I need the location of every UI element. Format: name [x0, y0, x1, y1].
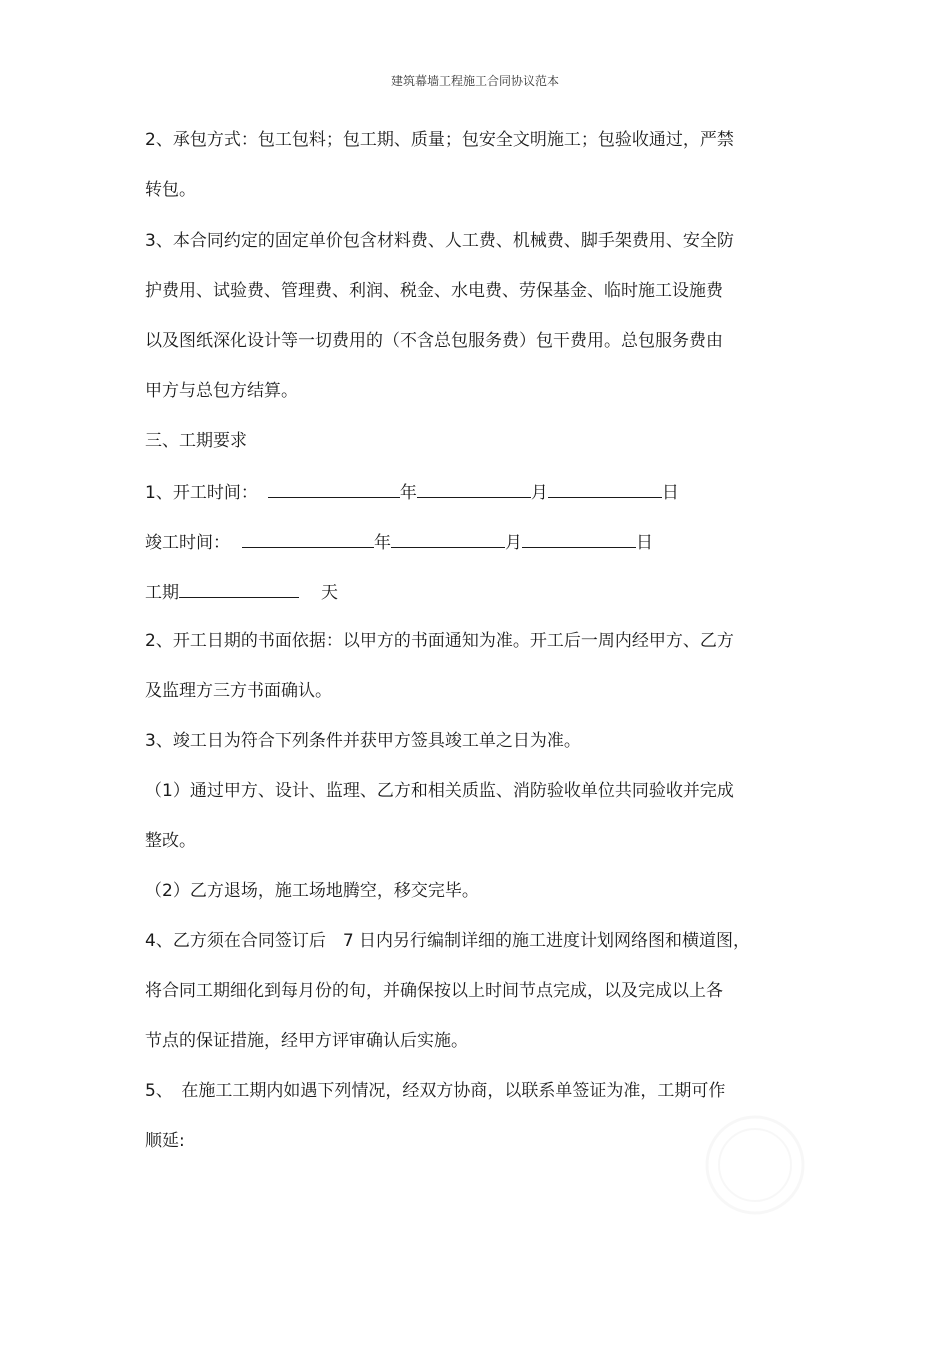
finish-year-blank[interactable] — [242, 529, 374, 548]
period-blank[interactable] — [179, 579, 299, 598]
start-day-blank[interactable] — [548, 479, 662, 498]
para-3-line-3: 以及图纸深化设计等一切费用的（不含总包服务费）包干费用。总包服务费由 — [145, 331, 723, 351]
period-label: 工期 — [145, 583, 179, 603]
finish-day-blank[interactable] — [522, 529, 636, 548]
start-day-unit: 日 — [661, 483, 679, 503]
finish-month-blank[interactable] — [391, 529, 505, 548]
para-3-line-1: 3、本合同约定的固定单价包含材料费、人工费、机械费、脚手架费用、安全防 — [145, 231, 734, 251]
para-2-line-1: 2、承包方式：包工包料；包工期、质量；包安全文明施工；包验收通过，严禁 — [145, 130, 734, 150]
start-month-unit: 月 — [530, 483, 548, 503]
period-row — [145, 579, 338, 605]
start-date-row — [145, 479, 679, 505]
finish-day-unit: 日 — [636, 533, 653, 553]
para-2-line-2: 转包。 — [145, 180, 196, 200]
clause-5-line-2: 顺延: — [145, 1131, 185, 1151]
section-title-schedule: 三、工期要求 — [145, 431, 247, 451]
clause-4-line-3: 节点的保证措施，经甲方评审确认后实施。 — [145, 1031, 468, 1051]
para-3-line-4: 甲方与总包方结算。 — [145, 381, 298, 401]
clause-3-line-1: 3、竣工日为符合下列条件并获甲方签具竣工单之日为准。 — [145, 731, 581, 751]
clause-4-line-1: 4、乙方须在合同签订后 7 日内另行编制详细的施工进度计划网络图和横道图， — [145, 931, 751, 951]
finish-month-unit: 月 — [505, 533, 522, 553]
clause-2-line-2: 及监理方三方书面确认。 — [145, 681, 332, 701]
finish-date-label: 竣工时间： — [145, 533, 230, 553]
period-unit: 天 — [321, 583, 338, 603]
start-month-blank[interactable] — [417, 479, 531, 498]
finish-year-unit: 年 — [374, 533, 391, 553]
clause-2-line-1: 2、开工日期的书面依据：以甲方的书面通知为准。开工后一周内经甲方、乙方 — [145, 631, 734, 651]
watermark-seal-icon — [700, 1110, 810, 1220]
clause-4-line-2: 将合同工期细化到每月份的旬，并确保按以上时间节点完成，以及完成以上各 — [145, 981, 723, 1001]
para-3-line-2: 护费用、试验费、管理费、利润、税金、水电费、劳保基金、临时施工设施费 — [145, 281, 723, 301]
clause-3a-line-2: 整改。 — [145, 831, 196, 851]
start-date-label: 1、开工时间： — [145, 483, 258, 503]
page-header: 建筑幕墙工程施工合同协议范本 — [390, 74, 559, 88]
finish-date-row — [145, 529, 653, 555]
start-year-blank[interactable] — [268, 479, 400, 498]
clause-3b-line-1: （2）乙方退场，施工场地腾空，移交完毕。 — [145, 881, 479, 901]
clause-3a-line-1: （1）通过甲方、设计、监理、乙方和相关质监、消防验收单位共同验收并完成 — [145, 781, 734, 801]
clause-5-line-1: 5、 在施工工期内如遇下列情况，经双方协商，以联系单签证为准，工期可作 — [145, 1081, 726, 1101]
start-year-unit: 年 — [399, 483, 417, 503]
